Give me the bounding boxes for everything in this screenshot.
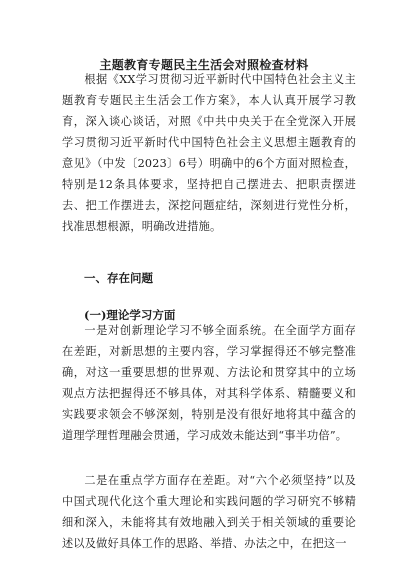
- body-paragraph-1: 一是对创新理论学习不够全面系统。在全面学方面存在差距，对新思想的主要内容，学习掌握得还不够完整准确，对这一重要思想的世界观、方法论和贯穿其中的立场观点方法把握得还不够具体，对其科学体系、精髓要义和实践要求领会不够深刻，特别是没有很好地将其中蕴含的道理学理哲理融会贯通，学习成效未能达到“事半功倍”。: [62, 324, 356, 442]
- subsection-heading: (一)理论学习方面: [84, 308, 176, 322]
- section-heading: 一、存在问题: [84, 271, 153, 285]
- document-title: 主题教育专题民主生活会对照检查材料: [99, 58, 309, 72]
- body-paragraph-2: 二是在重点学方面存在差距。对“六个必须坚持”以及中国式现代化这个重大理论和实践问题的学习研究不够精细和深入，未能将其有效地融入到关于相关领域的重要论述以及做好具体工作的思路、举措、办法之中，在把这一: [62, 474, 356, 550]
- intro-paragraph: 根据《XX学习贯彻习近平新时代中国特色社会主义主题教育专题民主生活会工作方案》，本人认真开展学习教育，深入谈心谈话，对照《中共中央关于在全党深入开展学习贯彻习近平新时代中国特色社会主义思想主题教育的意见》（中发〔2023〕6号）明确中的6个方面对照检查，特别是12条具体要求，坚持把自己摆进去、把职责摆进去、把工作摆进去，深挖问题症结，深刻进行党性分析，找准思想根源，明确改进措施。: [62, 73, 356, 233]
